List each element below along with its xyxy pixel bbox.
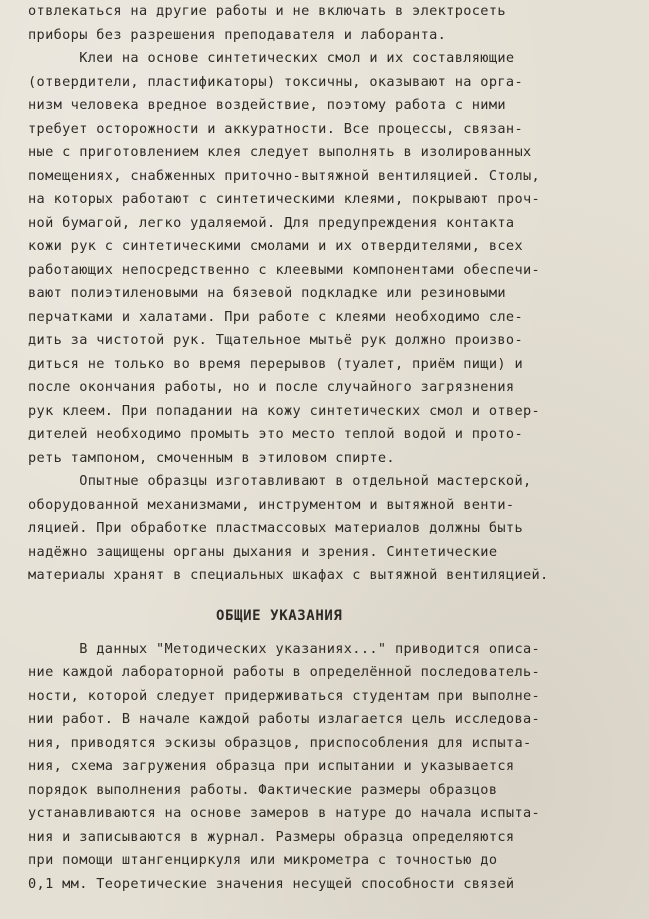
text-line: работающих непосредственно с клеевыми компонентами обеспечи-	[28, 261, 541, 278]
text-line: 0,1 мм. Теоретические значения несущей способности связей	[28, 875, 515, 892]
text-line: ные с приготовлением клея следует выполнять в изолированных	[28, 144, 532, 160]
text-line: порядок выполнения работы. Фактические размеры образцов	[28, 781, 498, 798]
text-line: ния, схема загружения образца при испытании и указывается	[28, 758, 515, 774]
text-line: (отвердители, пластификаторы) токсичны, оказывают на орга-	[28, 73, 523, 90]
text-line: устанавливаются на основе замеров в натуре до начала испыта-	[28, 805, 541, 821]
text-line: на которых работают с синтетическими клеями, покрывают проч-	[28, 191, 541, 207]
text-line: помещениях, снабженных приточно-вытяжной вентиляцией. Столы,	[28, 167, 541, 184]
text-line: низм человека вредное воздействие, поэтому работа с ними	[28, 97, 506, 113]
text-line: рук клеем. При попадании на кожу синтетических смол и отвер-	[28, 402, 541, 419]
text-line: реть тампоном, смоченным в этиловом спирте.	[28, 449, 395, 466]
text-line: отвлекаться на другие работы и не включать в электросеть	[28, 3, 506, 19]
page-content	[28, 0, 628, 896]
paragraph-start-line: В данных "Методических указаниях..." приводится описа-	[28, 640, 541, 657]
text-line: ния и записываются в журнал. Размеры образца определяются	[28, 828, 515, 845]
text-line: ности, которой следует придерживаться студентам при выполне-	[28, 687, 541, 704]
text-line: материалы хранят в специальных шкафах с вытяжной вентиляцией.	[28, 567, 549, 583]
general-instructions-section	[28, 638, 628, 897]
text-line: при помощи штангенциркуля или микрометра с точностью до	[28, 852, 498, 868]
text-line: приборы без разрешения преподавателя и лаборанта.	[28, 26, 447, 43]
text-line: после окончания работы, но и после случайного загрязнения	[28, 379, 515, 395]
paragraph-start-line: Клеи на основе синтетических смол и их составляющие	[28, 50, 515, 66]
text-line: нии работ. В начале каждой работы излагается цель исследова-	[28, 711, 541, 727]
text-line: ния, приводятся эскизы образцов, приспособления для испыта-	[28, 734, 532, 751]
text-line: ляцией. При обработке пластмассовых материалов должны быть	[28, 520, 523, 536]
safety-section	[28, 0, 628, 588]
text-line: диться не только во время перерывов (туалет, приём пищи) и	[28, 355, 523, 372]
text-line: вают полиэтиленовыми на бязевой подкладке или резиновыми	[28, 285, 506, 301]
text-line: ние каждой лабораторной работы в определённой последователь-	[28, 664, 541, 680]
text-line: оборудованной механизмами, инструментом и вытяжной венти-	[28, 496, 515, 513]
text-line: требует осторожности и аккуратности. Все процессы, связан-	[28, 120, 523, 137]
text-line: надёжно защищены органы дыхания и зрения. Синтетические	[28, 543, 498, 560]
section-heading: ОБЩИЕ УКАЗАНИЯ	[216, 607, 343, 624]
text-line: дить за чистотой рук. Тщательное мытьё рук должно произво-	[28, 332, 523, 348]
text-line: кожи рук с синтетическими смолами и их отвердителями, всех	[28, 238, 523, 254]
text-line: перчатками и халатами. При работе с клеями необходимо сле-	[28, 308, 523, 325]
paragraph-start-line: Опытные образцы изготавливают в отдельной мастерской,	[28, 473, 532, 489]
text-line: дителей необходимо промыть это место теплой водой и прото-	[28, 426, 523, 442]
text-line: ной бумагой, легко удаляемой. Для предупреждения контакта	[28, 214, 515, 231]
